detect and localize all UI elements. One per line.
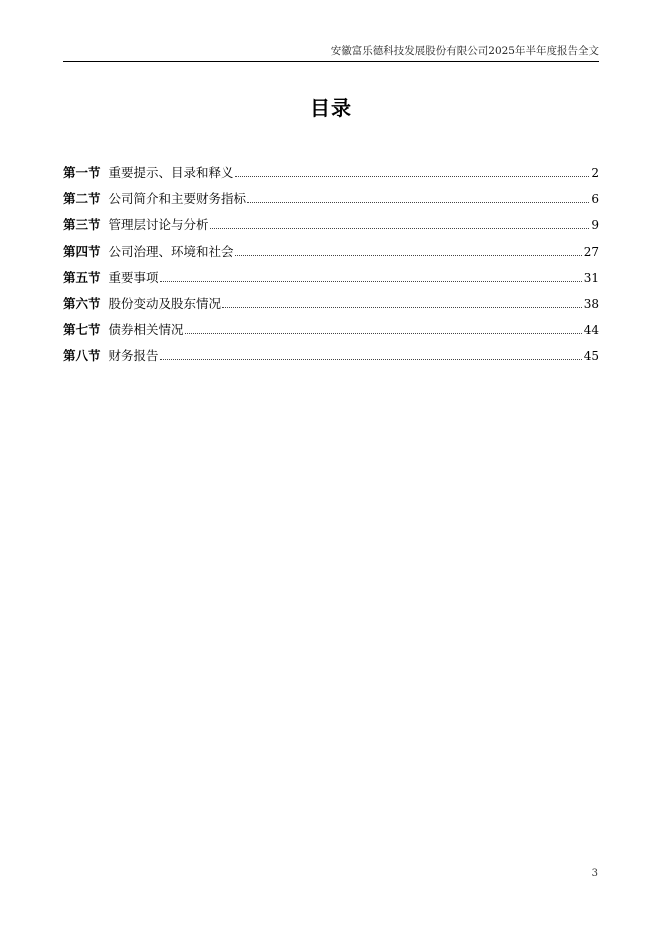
page-title: 目录 [310, 96, 352, 120]
toc-section-number: 第六节 [63, 295, 101, 311]
header-text: 安徽富乐德科技发展股份有限公司2025年半年度报告全文 [330, 45, 599, 57]
toc-section-number: 第三节 [63, 217, 101, 233]
toc-dot-leader [185, 333, 582, 334]
toc-entry[interactable] [63, 320, 599, 346]
toc-dot-leader [247, 202, 589, 203]
toc-dot-leader [160, 281, 582, 282]
toc-page-number: 44 [583, 323, 599, 338]
page-header [63, 44, 599, 62]
toc-entry[interactable] [63, 215, 599, 241]
toc-page-number: 38 [583, 296, 599, 311]
toc-section-name: 管理层讨论与分析 [108, 217, 209, 233]
toc-page-number: 9 [591, 218, 599, 233]
footer-page-number: 3 [591, 868, 598, 879]
toc-section-name: 公司治理、环境和社会 [108, 243, 234, 259]
toc-entry[interactable] [63, 346, 599, 372]
table-of-contents [63, 163, 599, 373]
toc-page-number: 27 [583, 244, 599, 259]
toc-entry[interactable] [63, 294, 599, 320]
toc-page-number: 2 [591, 166, 599, 180]
toc-entry[interactable] [63, 163, 599, 189]
toc-section-name: 重要提示、目录和释义 [108, 165, 234, 180]
toc-page-number: 6 [591, 192, 599, 207]
toc-section-number: 第八节 [63, 348, 101, 364]
toc-section-number: 第五节 [63, 269, 101, 285]
toc-section-name: 股份变动及股东情况 [108, 295, 222, 311]
toc-section-number: 第四节 [63, 243, 101, 259]
toc-section-name: 财务报告 [108, 348, 159, 364]
toc-section-number: 第一节 [63, 165, 101, 180]
toc-page-number: 31 [583, 270, 599, 285]
toc-section-number: 第二节 [63, 191, 101, 207]
toc-section-number: 第七节 [63, 322, 101, 338]
toc-section-name: 公司简介和主要财务指标 [108, 191, 247, 207]
toc-section-name: 债券相关情况 [108, 322, 184, 338]
toc-dot-leader [222, 307, 582, 308]
toc-page-number: 45 [583, 349, 599, 364]
toc-entry[interactable] [63, 189, 599, 215]
toc-dot-leader [160, 359, 582, 360]
toc-dot-leader [235, 255, 582, 256]
toc-entry[interactable] [63, 268, 599, 294]
toc-dot-leader [235, 176, 590, 177]
toc-entry[interactable] [63, 242, 599, 268]
toc-dot-leader [210, 228, 590, 229]
toc-section-name: 重要事项 [108, 269, 159, 285]
